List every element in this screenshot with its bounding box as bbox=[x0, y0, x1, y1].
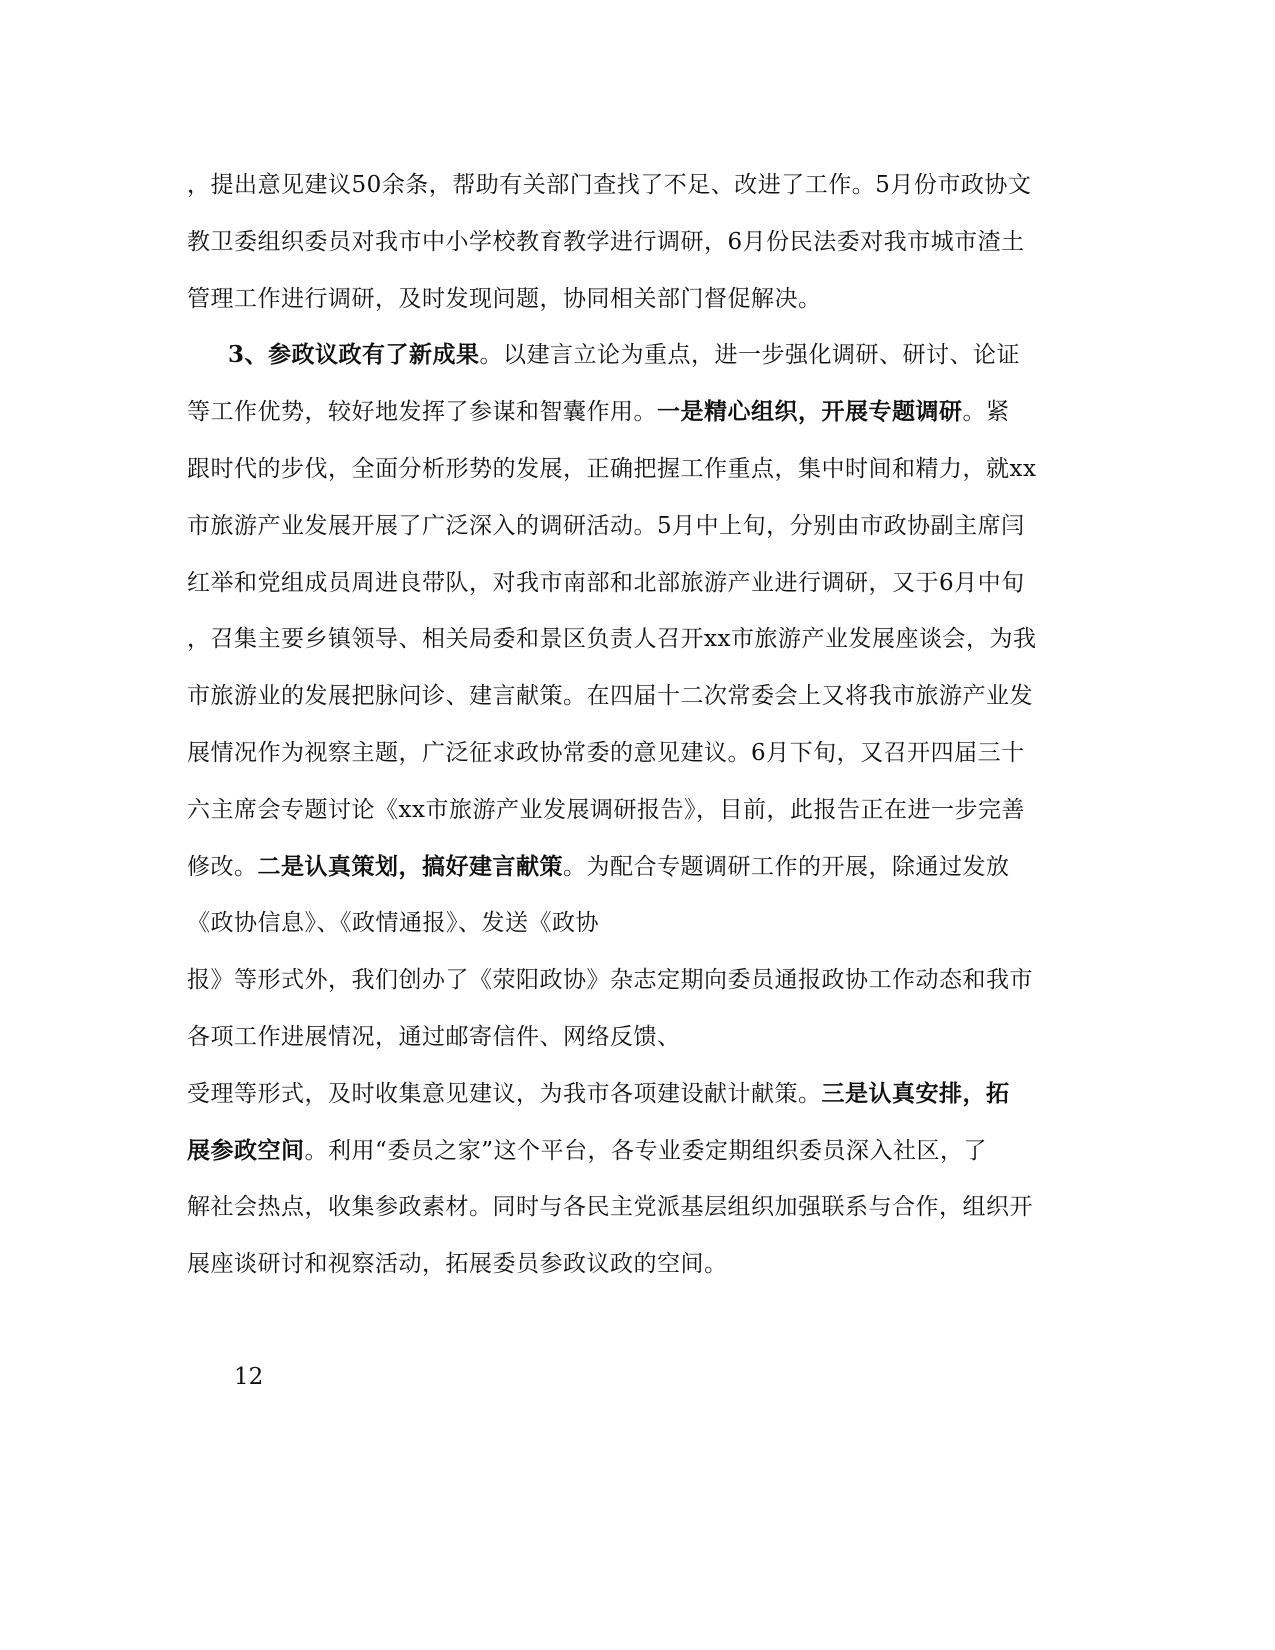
text-line bbox=[187, 619, 1087, 659]
text-segment: 展座谈研讨和视察活动，拓展委员参政议政的空间。 bbox=[187, 1251, 728, 1277]
bold-text-segment: 三是认真安排，拓 bbox=[821, 1080, 1010, 1107]
text-line bbox=[187, 392, 1087, 432]
text-segment: 市旅游产业发展开展了广泛深入的调研活动。5月中上旬，分别由市政协副主席闫 bbox=[187, 513, 1025, 539]
text-segment: 。为配合专题调研工作的开展，除通过发放 bbox=[563, 854, 1010, 880]
page-number: 12 bbox=[234, 1364, 264, 1390]
text-segment: 跟时代的步伐，全面分析形势的发展，正确把握工作重点，集中时间和精力，就xx bbox=[187, 456, 1037, 482]
text-line bbox=[187, 676, 1087, 716]
text-line bbox=[187, 790, 1087, 830]
text-line bbox=[187, 222, 1087, 262]
text-line bbox=[187, 733, 1087, 773]
text-segment: 等工作优势，较好地发挥了参谋和智囊作用。 bbox=[187, 399, 657, 425]
text-line bbox=[187, 1017, 1087, 1057]
text-line bbox=[187, 449, 1087, 489]
text-line bbox=[187, 165, 1087, 205]
text-segment: 市旅游业的发展把脉问诊、建言献策。在四届十二次常委会上又将我市旅游产业发 bbox=[187, 683, 1033, 709]
bold-text-segment: 3、参政议政有了新成果 bbox=[228, 341, 480, 368]
text-segment: 《政协信息》、《政情通报》、发送《政协 bbox=[187, 910, 599, 936]
text-segment: 展情况作为视察主题，广泛征求政协常委的意见建议。6月下旬，又召开四届三十 bbox=[187, 740, 1025, 766]
text-line bbox=[187, 903, 1087, 943]
text-segment: 各项工作进展情况，通过邮寄信件、网络反馈、 bbox=[187, 1024, 681, 1050]
text-segment: 受理等形式，及时收集意见建议，为我市各项建设献计献策。 bbox=[187, 1081, 822, 1107]
text-line bbox=[187, 563, 1087, 603]
text-segment: 。以建言立论为重点，进一步强化调研、研讨、论证 bbox=[479, 342, 1021, 368]
bold-text-segment: 二是认真策划，搞好建言献策 bbox=[257, 853, 563, 880]
text-line bbox=[187, 1244, 1087, 1284]
text-segment: 六主席会专题讨论《xx市旅游产业发展调研报告》，目前，此报告正在进一步完善 bbox=[187, 797, 1025, 823]
text-line bbox=[228, 335, 1128, 375]
text-line bbox=[187, 506, 1087, 546]
text-segment: 教卫委组织委员对我市中小学校教育教学进行调研，6月份民法委对我市城市渣土 bbox=[187, 229, 1025, 255]
text-segment: 解社会热点，收集参政素材。同时与各民主党派基层组织加强联系与合作，组织开 bbox=[187, 1194, 1033, 1220]
text-segment: 。紧 bbox=[962, 399, 1010, 425]
text-line bbox=[187, 960, 1087, 1000]
text-line bbox=[187, 1131, 1087, 1171]
text-line bbox=[187, 1074, 1087, 1114]
text-line bbox=[187, 847, 1087, 887]
text-segment: 管理工作进行调研，及时发现问题，协同相关部门督促解决。 bbox=[187, 286, 822, 312]
bold-text-segment: 一是精心组织，开展专题调研 bbox=[657, 398, 963, 425]
text-segment: ，提出意见建议50余条，帮助有关部门查找了不足、改进了工作。5月份市政协文 bbox=[187, 172, 1032, 198]
text-segment: 红举和党组成员周进良带队，对我市南部和北部旅游产业进行调研，又于6月中旬 bbox=[187, 570, 1025, 596]
text-line bbox=[187, 279, 1087, 319]
text-line bbox=[187, 1187, 1087, 1227]
bold-text-segment: 展参政空间 bbox=[187, 1137, 305, 1164]
text-segment: 。利用“委员之家”这个平台，各专业委定期组织委员深入社区，了 bbox=[304, 1138, 988, 1164]
text-segment: 修改。 bbox=[187, 854, 258, 880]
text-segment: 报》等形式外，我们创办了《荥阳政协》杂志定期向委员通报政协工作动态和我市 bbox=[187, 967, 1033, 993]
text-segment: ，召集主要乡镇领导、相关局委和景区负责人召开xx市旅游产业发展座谈会，为我 bbox=[187, 626, 1037, 652]
